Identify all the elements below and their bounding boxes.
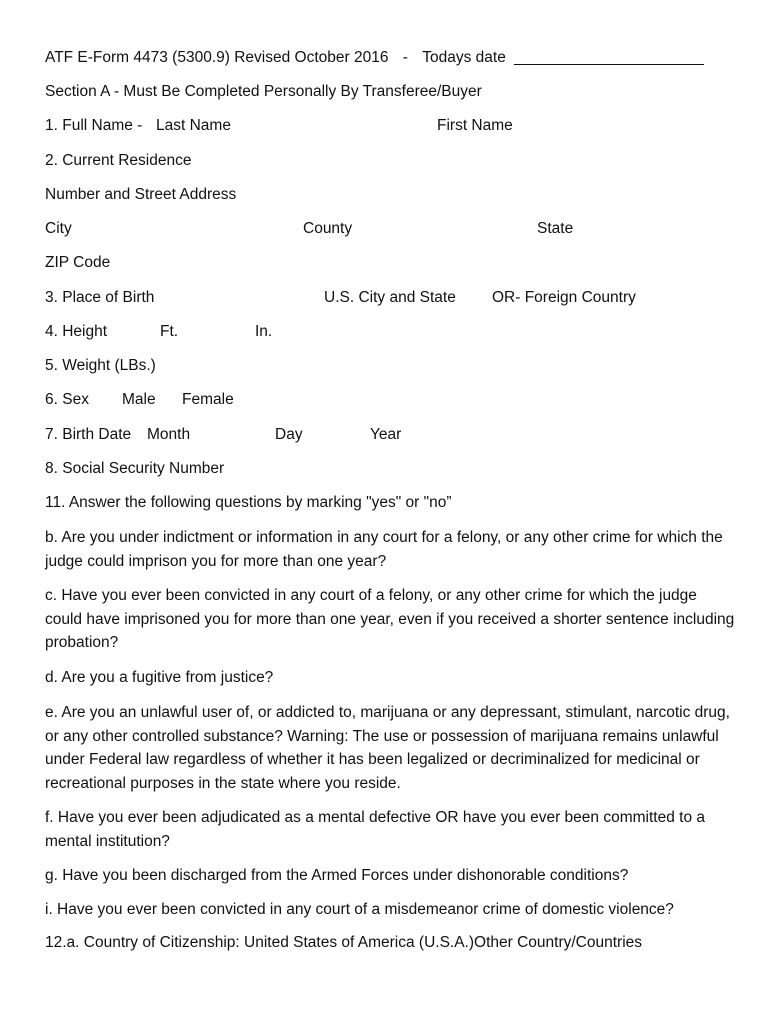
question-11d[interactable]: d. Are you a fugitive from justice? [45, 669, 274, 686]
q3-label: 3. Place of Birth [45, 289, 155, 306]
state-field[interactable]: State [537, 220, 574, 237]
q11-intro: 11. Answer the following questions by marking "yes" or "no” [45, 494, 452, 511]
question-11g[interactable]: g. Have you been discharged from the Armed Forces under dishonorable conditions? [45, 867, 629, 884]
date-blank[interactable]: ______________________ [514, 49, 704, 66]
q6-label: 6. Sex [45, 391, 89, 408]
us-city-state-field[interactable]: U.S. City and State [324, 289, 456, 306]
foreign-country-field[interactable]: OR- Foreign Country [492, 289, 636, 306]
date-label: Todays date [422, 49, 506, 66]
q4-label: 4. Height [45, 323, 108, 340]
form-header [45, 48, 704, 68]
weight-field[interactable]: 5. Weight (LBs.) [45, 357, 156, 374]
sex-female-option[interactable]: Female [182, 391, 234, 408]
county-field[interactable]: County [303, 220, 353, 237]
form-title: ATF E-Form 4473 (5300.9) Revised October 2016 [45, 49, 389, 66]
last-name-field[interactable]: Last Name [156, 117, 231, 134]
section-a-title: Section A - Must Be Completed Personally By Transferee/Buyer [45, 83, 482, 100]
birth-month-field[interactable]: Month [147, 426, 191, 443]
zip-code-field[interactable]: ZIP Code [45, 254, 111, 271]
question-11c[interactable]: c. Have you ever been convicted in any court of a felony, or any other crime for which the judge could have imprisoned you for more than one year, even if you received a shorter sentence including probation? [45, 587, 735, 651]
question-11b[interactable]: b. Are you under indictment or information in any court for a felony, or any other crime for which the judge could imprison you for more than one year? [45, 529, 723, 570]
city-field[interactable]: City [45, 220, 72, 237]
street-address-field[interactable]: Number and Street Address [45, 186, 237, 203]
header-separator: - [402, 49, 408, 66]
citizenship-field[interactable]: 12.a. Country of Citizenship: United States of America (U.S.A.)Other Country/Countries [45, 934, 643, 951]
q1-label: 1. Full Name - [45, 117, 143, 134]
q2-label: 2. Current Residence [45, 152, 192, 169]
ssn-field[interactable]: 8. Social Security Number [45, 460, 225, 477]
first-name-field[interactable]: First Name [437, 117, 513, 134]
height-inches-field[interactable]: In. [255, 323, 273, 340]
q7-label: 7. Birth Date [45, 426, 132, 443]
question-11e[interactable]: e. Are you an unlawful user of, or addicted to, marijuana or any depressant, stimulant, narcotic drug, or any other controlled substance? Warning: The use or possession of marijuana remains unlawful under Federal law regardless of whether it has been legalized or decriminalized for medicinal or recreational purposes in the state where you reside. [45, 704, 730, 792]
birth-year-field[interactable]: Year [370, 426, 402, 443]
birth-day-field[interactable]: Day [275, 426, 303, 443]
height-feet-field[interactable]: Ft. [160, 323, 179, 340]
question-11i[interactable]: i. Have you ever been convicted in any court of a misdemeanor crime of domestic violence? [45, 901, 674, 918]
question-11f[interactable]: f. Have you ever been adjudicated as a mental defective OR have you ever been committed to a mental institution? [45, 809, 705, 850]
sex-male-option[interactable]: Male [122, 391, 156, 408]
